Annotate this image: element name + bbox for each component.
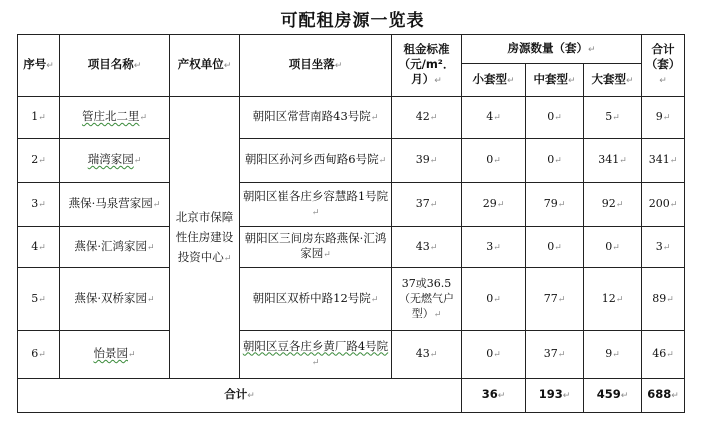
header-small: 小套型↵ — [462, 64, 526, 97]
cell-large: 92↵ — [584, 183, 642, 227]
header-rent-standard: 租金标准（元/m²．月）↵ — [392, 35, 462, 97]
cell-location: 朝阳区常营南路43号院↵ — [240, 97, 392, 139]
cell-total: 3↵ — [642, 227, 685, 268]
cell-index: 3↵ — [18, 183, 60, 227]
cell-medium: 79↵ — [526, 183, 584, 227]
cell-rent: 43↵ — [392, 227, 462, 268]
table-row — [18, 139, 685, 183]
footer-total: 688↵ — [642, 379, 685, 413]
footer-large: 459↵ — [584, 379, 642, 413]
cell-rent: 37或36.5（无燃气户型）↵ — [392, 268, 462, 331]
cell-name: 怡景园↵ — [60, 331, 170, 379]
footer-medium: 193↵ — [526, 379, 584, 413]
cell-large: 12↵ — [584, 268, 642, 331]
cell-small: 0↵ — [462, 139, 526, 183]
cell-index: 5↵ — [18, 268, 60, 331]
table-row — [18, 268, 685, 331]
footer-small: 36↵ — [462, 379, 526, 413]
header-project-name: 项目名称↵ — [60, 35, 170, 97]
table-row — [18, 183, 685, 227]
cell-name: 燕保·双桥家园↵ — [60, 268, 170, 331]
cell-rent: 43↵ — [392, 331, 462, 379]
cell-index: 6↵ — [18, 331, 60, 379]
cell-medium: 0↵ — [526, 227, 584, 268]
header-row-1 — [18, 35, 685, 64]
cell-rent: 39↵ — [392, 139, 462, 183]
cell-total: 200↵ — [642, 183, 685, 227]
cell-total: 46↵ — [642, 331, 685, 379]
cell-index: 1↵ — [18, 97, 60, 139]
cell-location: 朝阳区崔各庄乡容慧路1号院↵ — [240, 183, 392, 227]
cell-name: 瑞湾家园↵ — [60, 139, 170, 183]
cell-name: 管庄北二里↵ — [60, 97, 170, 139]
table-row — [18, 331, 685, 379]
cell-total: 9↵ — [642, 97, 685, 139]
cell-small: 4↵ — [462, 97, 526, 139]
cell-total: 341↵ — [642, 139, 685, 183]
cell-medium: 0↵ — [526, 139, 584, 183]
cell-medium: 77↵ — [526, 268, 584, 331]
cell-index: 4↵ — [18, 227, 60, 268]
table-footer-row — [18, 379, 685, 413]
cell-medium: 37↵ — [526, 331, 584, 379]
cell-large: 9↵ — [584, 331, 642, 379]
cell-location: 朝阳区三间房东路燕保·汇鸿家园↵ — [240, 227, 392, 268]
cell-large: 0↵ — [584, 227, 642, 268]
header-large: 大套型↵ — [584, 64, 642, 97]
header-location: 项目坐落↵ — [240, 35, 392, 97]
header-medium: 中套型↵ — [526, 64, 584, 97]
cell-owner: 北京市保障性住房建设投资中心↵ — [170, 97, 240, 379]
header-total: 合计（套）↵ — [642, 35, 685, 97]
cell-location: 朝阳区双桥中路12号院↵ — [240, 268, 392, 331]
cell-name: 燕保·汇鸿家园↵ — [60, 227, 170, 268]
cell-small: 3↵ — [462, 227, 526, 268]
cell-large: 341↵ — [584, 139, 642, 183]
table-row — [18, 97, 685, 139]
table-row — [18, 227, 685, 268]
cell-small: 0↵ — [462, 268, 526, 331]
header-supply-group: 房源数量（套）↵ — [462, 35, 642, 64]
cell-small: 29↵ — [462, 183, 526, 227]
cell-total: 89↵ — [642, 268, 685, 331]
cell-small: 0↵ — [462, 331, 526, 379]
table-title: 可配租房源一览表 — [280, 11, 425, 31]
rental-table — [17, 34, 685, 413]
cell-rent: 37↵ — [392, 183, 462, 227]
header-owner: 产权单位↵ — [170, 35, 240, 97]
cell-location: 朝阳区孙河乡西甸路6号院↵ — [240, 139, 392, 183]
cell-name: 燕保·马泉营家园↵ — [60, 183, 170, 227]
header-index: 序号↵ — [18, 35, 60, 97]
cell-rent: 42↵ — [392, 97, 462, 139]
cell-large: 5↵ — [584, 97, 642, 139]
cell-medium: 0↵ — [526, 97, 584, 139]
cell-index: 2↵ — [18, 139, 60, 183]
cell-location: 朝阳区豆各庄乡黄厂路4号院↵ — [240, 331, 392, 379]
footer-label: 合计↵ — [18, 379, 462, 413]
